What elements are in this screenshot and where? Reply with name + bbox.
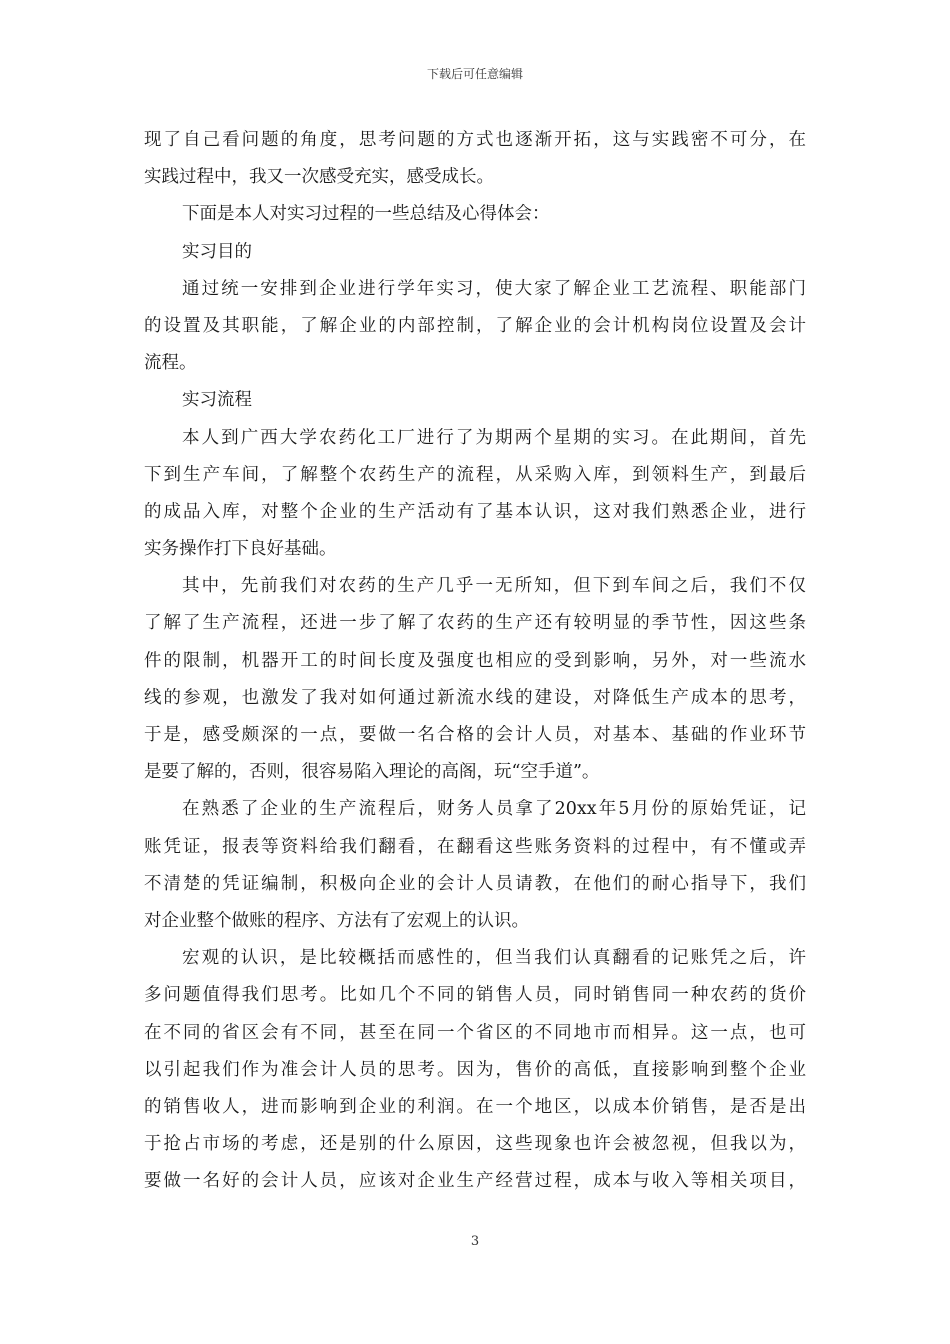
text-line: 流程。 xyxy=(144,353,197,374)
text-line: 下面是本人对实习过程的一些总结及心得体会： xyxy=(182,204,550,225)
text-line: 的设置及其职能，了解企业的内部控制，了解企业的会计机构岗位设置及会计 xyxy=(144,315,806,336)
text-line: 现了自己看问题的角度，思考问题的方式也逐渐开拓，这与实践密不可分，在 xyxy=(144,130,806,150)
paragraph xyxy=(144,196,806,233)
text-line: 下到生产车间，了解整个农药生产的流程，从采购入库，到领料生产，到最后 xyxy=(144,464,806,485)
text-line: 宏观的认识，是比较概括而感性的，但当我们认真翻看的记账凭之后，许 xyxy=(182,948,806,969)
text-line: 是要了解的，否则，很容易陷入理论的高阁，玩“空手道”。 xyxy=(144,762,600,783)
paragraph xyxy=(144,122,806,196)
text-line: 账凭证，报表等资料给我们翻看，在翻看这些账务资料的过程中，有不懂或弄 xyxy=(144,836,806,857)
paragraph xyxy=(144,791,806,940)
document-body xyxy=(144,122,806,1200)
text-line: 线的参观，也激发了我对如何通过新流水线的建设，对降低生产成本的思考， xyxy=(144,687,806,708)
text-line: 的成品入库，对整个企业的生产活动有了基本认识，这对我们熟悉企业，进行 xyxy=(144,501,806,522)
paragraph xyxy=(144,234,806,271)
text-line: 在不同的省区会有不同，甚至在同一个省区的不同地市而相异。这一点，也可 xyxy=(144,1022,806,1043)
paragraph xyxy=(144,940,806,1200)
text-line: 通过统一安排到企业进行学年实习，使大家了解企业工艺流程、职能部门 xyxy=(182,278,806,299)
page-number: 3 xyxy=(470,1234,480,1249)
text-line: 于抢占市场的考虑，还是别的什么原因，这些现象也许会被忽视，但我以为， xyxy=(144,1134,806,1155)
text-line: 不清楚的凭证编制，积极向企业的会计人员请教，在他们的耐心指导下，我们 xyxy=(144,873,806,894)
paragraph xyxy=(144,382,806,419)
paragraph xyxy=(144,568,806,791)
paragraph xyxy=(144,271,806,383)
text-line: 实习流程 xyxy=(182,390,252,411)
text-line: 件的限制，机器开工的时间长度及强度也相应的受到影响，另外，对一些流水 xyxy=(144,650,806,671)
text-line: 以引起我们作为准会计人员的思考。因为，售价的高低，直接影响到整个企业 xyxy=(144,1059,806,1080)
text-line: 本人到广西大学农药化工厂进行了为期两个星期的实习。在此期间，首先 xyxy=(182,427,806,448)
page-header: 下载后可任意编辑 xyxy=(426,67,523,81)
paragraph xyxy=(144,420,806,569)
text-line: 实习目的 xyxy=(182,241,252,262)
text-line: 在熟悉了企业的生产流程后，财务人员拿了20xx年5月份的原始凭证，记 xyxy=(182,799,806,820)
text-line: 其中，先前我们对农药的生产几乎一无所知，但下到车间之后，我们不仅 xyxy=(182,576,806,597)
text-line: 实务操作打下良好基础。 xyxy=(144,539,337,560)
text-line: 于是，感受颇深的一点，要做一名合格的会计人员，对基本、基础的作业环节 xyxy=(144,725,806,745)
text-line: 对企业整个做账的程序、方法有了宏观上的认识。 xyxy=(144,910,529,931)
text-line: 实践过程中，我又一次感受充实，感受成长。 xyxy=(144,167,494,188)
text-line: 的销售收人，进而影响到企业的利润。在一个地区，以成本价销售，是否是出 xyxy=(144,1096,806,1117)
text-line: 要做一名好的会计人员，应该对企业生产经营过程，成本与收入等相关项目， xyxy=(144,1171,806,1192)
text-line: 多问题值得我们思考。比如几个不同的销售人员，同时销售同一种农药的货价 xyxy=(144,985,806,1006)
text-line: 了解了生产流程，还进一步了解了农药的生产还有较明显的季节性，因这些条 xyxy=(144,613,806,634)
